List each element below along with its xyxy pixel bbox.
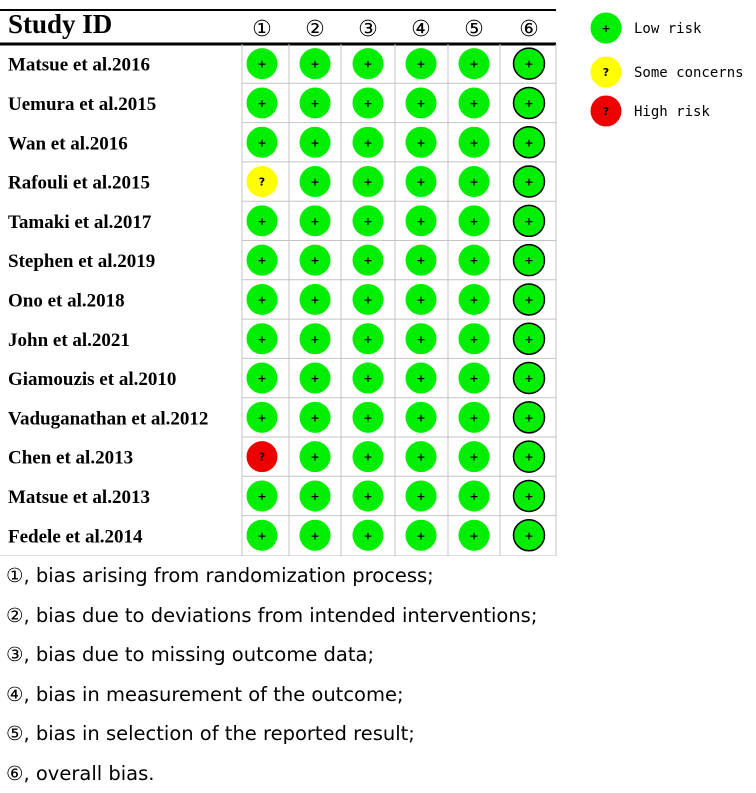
note-domain-6: ⑥, overall bias. <box>6 754 746 793</box>
judgement-symbol: + <box>363 411 372 424</box>
legend-low-label: Low risk <box>634 21 702 37</box>
study-label: Giamouzis et al.2010 <box>8 369 176 390</box>
judgement-symbol: + <box>363 254 372 267</box>
judgement-symbol: + <box>310 451 319 464</box>
judgement-symbol: + <box>416 372 425 385</box>
judgement-symbol: + <box>469 293 478 306</box>
domain-header-1: ① <box>252 17 272 42</box>
judgement-symbol: + <box>257 411 266 424</box>
domain-header-5: ⑤ <box>464 17 484 42</box>
note-domain-4: ④, bias in measurement of the outcome; <box>6 675 746 715</box>
judgement-symbol: + <box>416 176 425 189</box>
judgement-symbol: + <box>469 97 478 110</box>
domain-notes <box>6 556 746 793</box>
judgement-symbol: + <box>363 372 372 385</box>
legend <box>591 13 744 127</box>
study-label: Wan et al.2016 <box>8 133 128 154</box>
judgement-symbol: + <box>416 411 425 424</box>
judgement-symbol: + <box>524 176 533 189</box>
judgement-symbol: + <box>469 254 478 267</box>
study-label: Stephen et al.2019 <box>8 251 155 272</box>
judgement-symbol: + <box>310 372 319 385</box>
note-domain-2: ②, bias due to deviations from intended interventions; <box>6 596 746 636</box>
legend-some-label: Some concerns <box>634 65 744 81</box>
judgement-symbol: + <box>469 451 478 464</box>
judgement-symbol: + <box>469 372 478 385</box>
judgement-symbol: + <box>310 490 319 503</box>
study-label: Tamaki et al.2017 <box>8 212 152 233</box>
judgement-symbol: + <box>524 215 533 228</box>
judgement-symbol: + <box>416 333 425 346</box>
study-label: Ono et al.2018 <box>8 290 125 311</box>
judgement-symbol: + <box>310 97 319 110</box>
judgement-symbol: + <box>257 136 266 149</box>
judgement-symbol: + <box>524 411 533 424</box>
judgement-symbol: + <box>524 58 533 71</box>
study-label: Matsue et al.2016 <box>8 55 150 76</box>
judgement-symbol: + <box>524 293 533 306</box>
judgement-symbol: + <box>257 58 266 71</box>
judgement-symbol: + <box>310 529 319 542</box>
judgement-symbol: + <box>363 215 372 228</box>
judgement-symbol: + <box>257 293 266 306</box>
judgement-symbol: + <box>524 529 533 542</box>
judgement-symbol: + <box>257 490 266 503</box>
study-label: John et al.2021 <box>8 330 130 351</box>
judgement-symbol: ? <box>259 451 265 464</box>
judgement-symbol: + <box>524 97 533 110</box>
note-domain-3: ③, bias due to missing outcome data; <box>6 635 746 675</box>
judgement-symbol: + <box>363 490 372 503</box>
study-label: Uemura et al.2015 <box>8 94 156 115</box>
domain-header-2: ② <box>305 17 325 42</box>
legend-symbol: ? <box>603 66 609 79</box>
study-rows <box>8 55 208 548</box>
judgement-symbol: + <box>257 372 266 385</box>
judgement-symbol: + <box>416 293 425 306</box>
judgement-symbol: + <box>469 490 478 503</box>
judgement-symbol: + <box>363 293 372 306</box>
judgement-symbol: + <box>469 58 478 71</box>
judgement-symbol: + <box>363 97 372 110</box>
judgement-symbol: + <box>524 254 533 267</box>
judgement-symbol: + <box>310 215 319 228</box>
judgement-symbol: + <box>416 215 425 228</box>
legend-symbol: ? <box>603 105 609 118</box>
judgement-symbol: + <box>524 451 533 464</box>
judgement-symbol: + <box>416 490 425 503</box>
judgement-symbol: + <box>257 254 266 267</box>
judgement-symbol: + <box>310 293 319 306</box>
judgement-symbol: ? <box>259 176 265 189</box>
judgement-symbol: + <box>469 215 478 228</box>
judgement-symbol: + <box>310 254 319 267</box>
judgement-symbol: + <box>363 333 372 346</box>
judgement-symbol: + <box>310 176 319 189</box>
domain-header-4: ④ <box>411 17 431 42</box>
judgement-symbol: + <box>469 411 478 424</box>
judgement-symbol: + <box>257 529 266 542</box>
judgement-symbol: + <box>363 529 372 542</box>
study-label: Chen et al.2013 <box>8 448 133 469</box>
judgement-symbol: + <box>416 136 425 149</box>
judgement-symbol: + <box>363 58 372 71</box>
judgement-symbol: + <box>416 58 425 71</box>
judgement-symbol: + <box>363 451 372 464</box>
judgement-symbol: + <box>310 136 319 149</box>
domain-header-3: ③ <box>358 17 378 42</box>
judgement-symbol: + <box>257 215 266 228</box>
judgement-symbol: + <box>363 136 372 149</box>
judgement-symbol: + <box>310 411 319 424</box>
judgement-symbol: + <box>524 136 533 149</box>
domain-header-6: ⑥ <box>519 17 539 42</box>
judgement-symbol: + <box>469 136 478 149</box>
legend-high-label: High risk <box>634 104 710 120</box>
judgement-symbol: + <box>416 97 425 110</box>
study-label: Vaduganathan et al.2012 <box>8 408 208 429</box>
judgement-symbol: + <box>310 333 319 346</box>
judgement-symbol: + <box>363 176 372 189</box>
study-label: Rafouli et al.2015 <box>8 173 150 194</box>
judgement-symbol: + <box>469 529 478 542</box>
judgement-symbol: + <box>524 490 533 503</box>
judgement-symbol: + <box>469 333 478 346</box>
judgement-symbol: + <box>524 372 533 385</box>
legend-symbol: + <box>601 22 610 35</box>
study-label: Matsue et al.2013 <box>8 487 150 508</box>
judgement-symbol: + <box>310 58 319 71</box>
study-label: Fedele et al.2014 <box>8 526 143 547</box>
judgement-symbol: + <box>416 451 425 464</box>
judgement-symbol: + <box>524 333 533 346</box>
judgement-symbol: + <box>416 529 425 542</box>
judgement-symbol: + <box>469 176 478 189</box>
header-study-id: Study ID <box>8 9 112 39</box>
note-domain-1: ①, bias arising from randomization process; <box>6 556 746 596</box>
judgement-symbol: + <box>416 254 425 267</box>
judgement-symbol: + <box>257 97 266 110</box>
domain-headers <box>252 17 539 42</box>
judgement-symbol: + <box>257 333 266 346</box>
note-domain-5: ⑤, bias in selection of the reported result; <box>6 714 746 754</box>
